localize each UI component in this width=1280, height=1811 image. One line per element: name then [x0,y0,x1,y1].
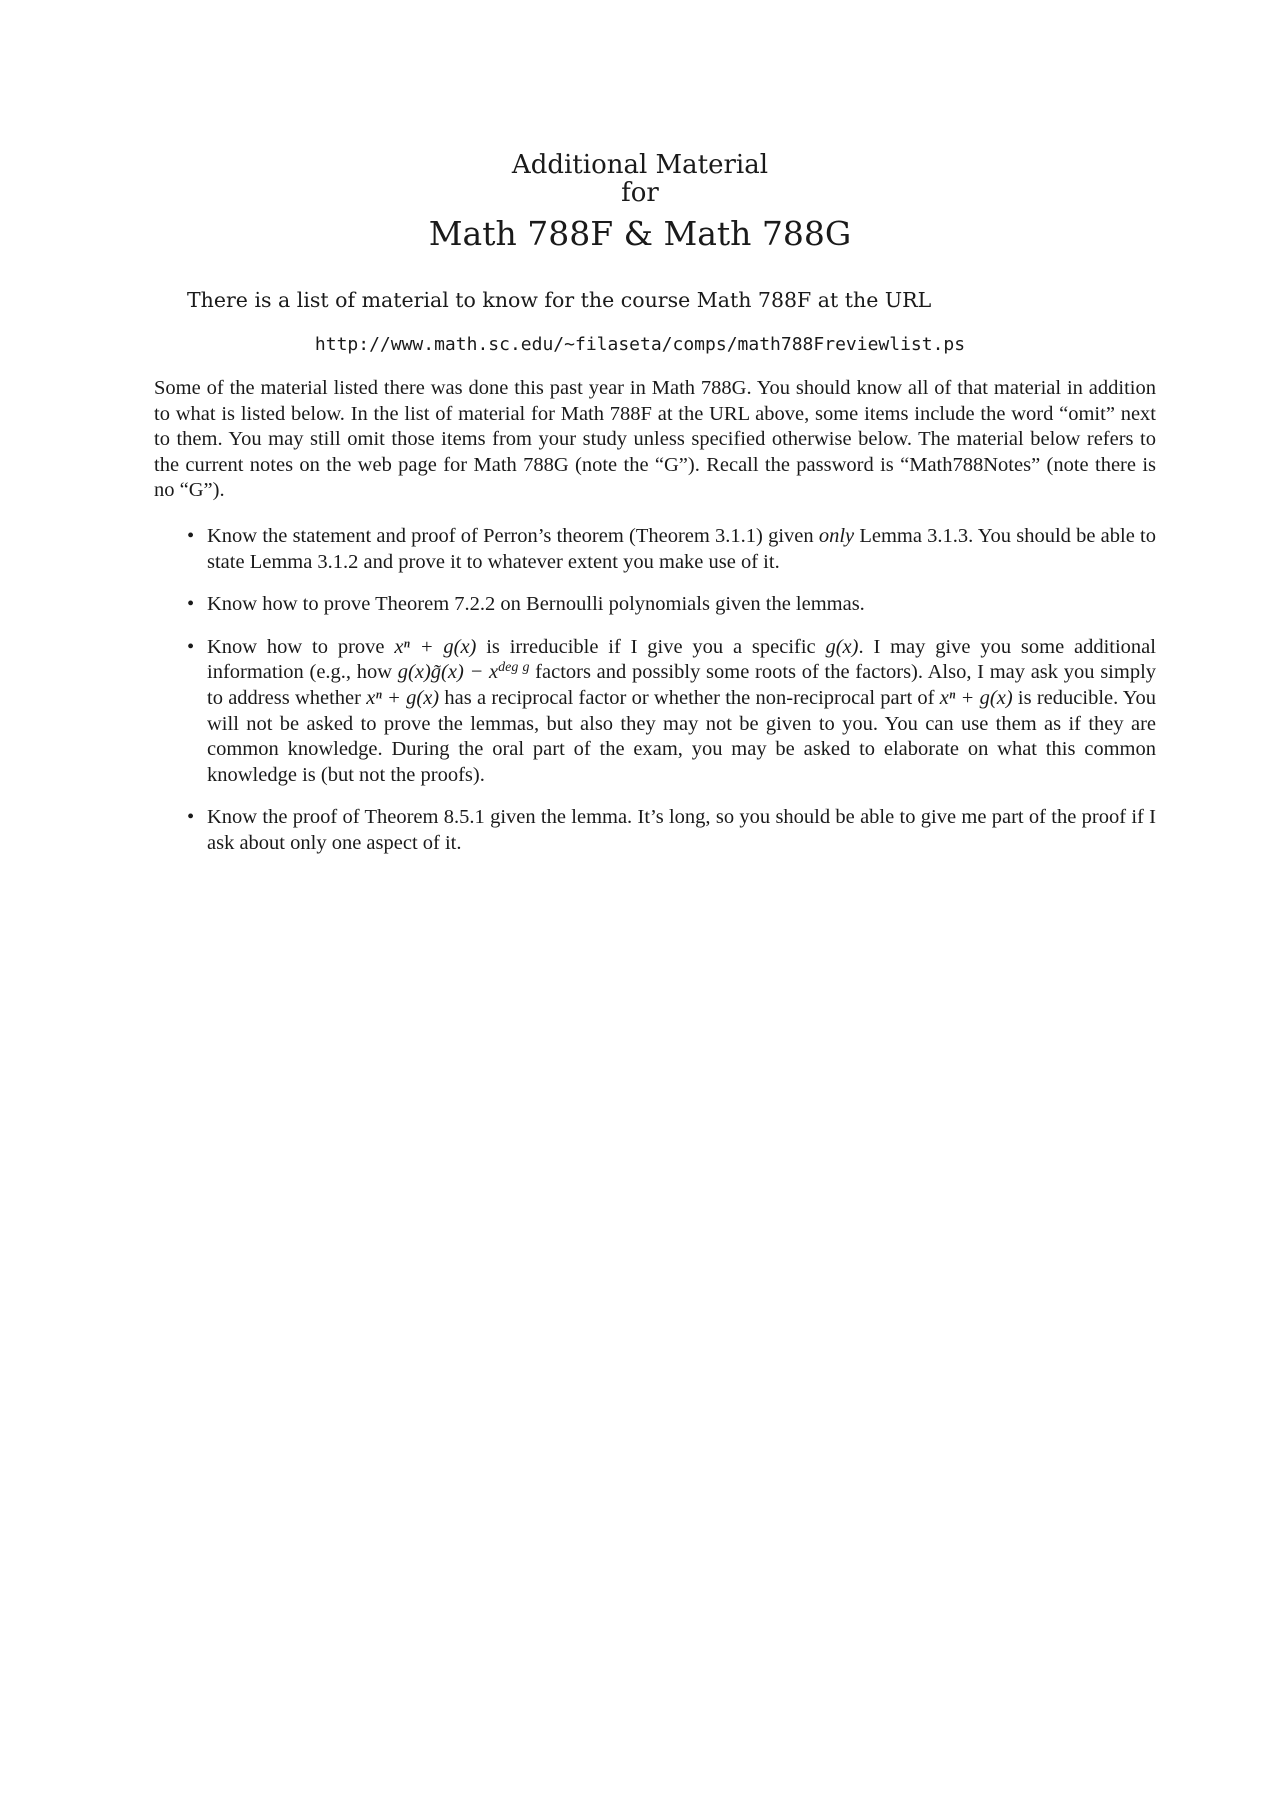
math-expression: xⁿ + g(x) [939,686,1013,709]
item-text: is irreducible if I give you a specific [476,635,826,658]
bullet-marker: • [187,593,195,616]
review-list-url: http://www.math.sc.edu/~filaseta/comps/math788Freviewlist.ps [314,334,966,355]
item-text: is reducible. You will not be asked to prove the lemmas, but also they may not be given to you. You can use them as if they are common knowledge. During the oral part of the exam, you may be asked to elaborate on what this common knowledge is (but not the proofs). [207,686,1156,786]
intro-sentence: There is a list of material to know for the course Math 788F at the URL [187,288,932,312]
title-line-2: for [621,178,659,208]
math-expression: xⁿ + g(x) [394,635,477,658]
list-item [154,635,1156,789]
bullet-marker: • [187,635,195,658]
math-superscript: deg g [498,660,530,676]
list-item [154,592,1156,618]
item-text: Know how to prove [207,635,395,658]
list-item [154,524,1156,575]
list-item [154,805,1156,856]
item-text: factors and possibly some roots of the factors). Also, I may ask you simply to address whether [207,661,1157,709]
title-line-1: Additional Material [511,150,769,180]
item-text: Lemma 3.1.3. You should be able to state Lemma 3.1.2 and prove it to whatever extent you make use of it. [207,525,1156,573]
emphasis: only [818,525,855,547]
math-expression: g(x) [825,635,859,658]
requirements-list [154,524,1156,874]
item-text: . I may give you some additional information (e.g., how [207,635,1156,684]
page-title: Math 788F & Math 788G [428,214,852,253]
title-block [0,150,1280,258]
item-text: Know the proof of Theorem 8.5.1 given the lemma. It’s long, so you should be able to give me part of the proof if I ask about only one aspect of it. [207,806,1156,854]
body-paragraph: Some of the material listed there was done this past year in Math 788G. You should know all of that material in addition to what is listed below. In the list of material for Math 788F at the URL above, some items include the word “omit” next to them. You may still omit those items from your study unless specified otherwise below. The material below refers to the current notes on the web page for Math 788G (note the “G”). Recall the password is “Math788Notes” (note there is no “G”). [154,377,1156,502]
item-text: has a reciprocal factor or whether the non-reciprocal part of [439,686,940,709]
item-text: Know how to prove Theorem 7.2.2 on Bernoulli polynomials given the lemmas. [207,593,865,616]
math-expression: g(x)g̃(x) − x [397,661,499,684]
bullet-marker: • [187,525,195,547]
bullet-marker: • [187,806,195,829]
item-text: Know the statement and proof of Perron’s theorem (Theorem 3.1.1) given [207,525,819,547]
math-expression: xⁿ + g(x) [366,686,440,709]
